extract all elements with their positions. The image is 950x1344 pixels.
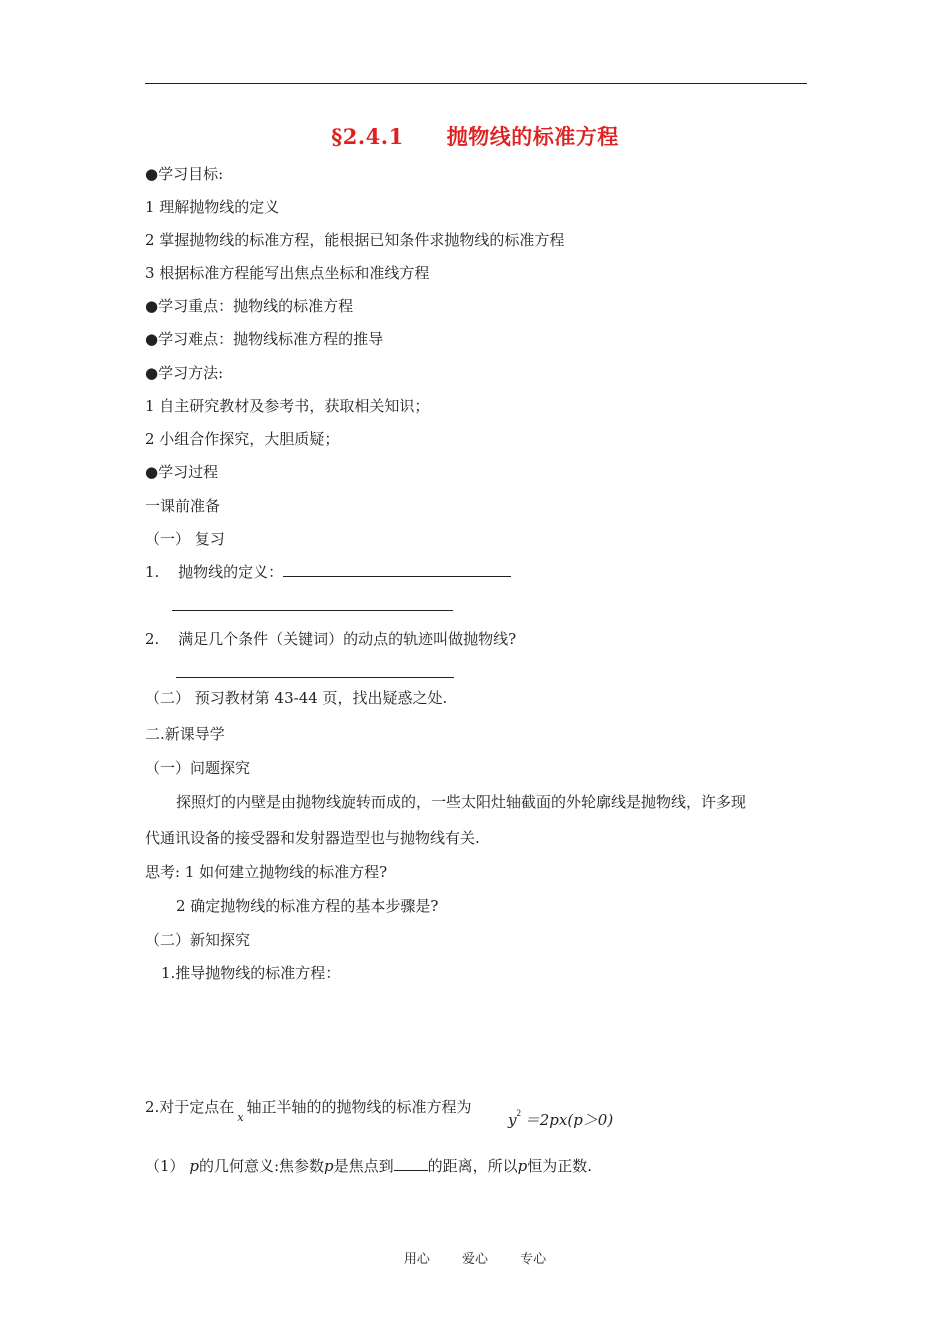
- think-question-1: 思考: 1 如何建立抛物线的标准方程?: [145, 863, 388, 881]
- goal-1: 1 理解抛物线的定义: [145, 198, 280, 216]
- p-variable: p: [189, 1157, 199, 1175]
- method-1: 1 自主研究教材及参考书，获取相关知识；: [145, 397, 430, 415]
- question-1-number: 1.: [145, 563, 160, 581]
- answer-blank[interactable]: [394, 1156, 428, 1171]
- preview-task: （二） 预习教材第 43-44 页，找出疑惑之处.: [145, 689, 448, 707]
- formula-y: y: [508, 1111, 517, 1129]
- process-heading: ●学习过程: [145, 463, 219, 481]
- goal-2: 2 掌握抛物线的标准方程，能根据已知条件求抛物线的标准方程: [145, 231, 565, 249]
- review-heading: （一） 复习: [145, 530, 225, 548]
- footer-text: 用心: [403, 1252, 430, 1267]
- method-heading: ●学习方法:: [145, 364, 224, 382]
- paragraph-line-1: 探照灯的内壁是由抛物线旋转而成的，一些太阳灶轴截面的外轮廓线是抛物线，许多现: [176, 793, 747, 811]
- explore-heading: （一）问题探究: [145, 759, 251, 777]
- question-2: [145, 629, 516, 649]
- p-variable: p: [324, 1157, 334, 1175]
- question-2-text: 满足几个条件（关键词）的动点的轨迹叫做抛物线?: [178, 630, 517, 648]
- focus-text-b: 轴正半轴的的抛物线的标准方程为: [246, 1098, 472, 1116]
- p-text-1: 的几何意义:焦参数: [198, 1157, 324, 1175]
- footer-text: 专心: [520, 1252, 547, 1267]
- focus-statement: [145, 1097, 472, 1124]
- footer-text: 爱心: [461, 1252, 488, 1267]
- goal-3: 3 根据标准方程能写出焦点坐标和准线方程: [145, 264, 430, 282]
- standard-equation: [508, 1108, 613, 1130]
- part-two-heading: 二.新课导学: [145, 725, 225, 743]
- new-knowledge-heading: （二）新知探究: [145, 931, 251, 949]
- p-meaning: [145, 1156, 592, 1176]
- formula-rest: ＝2px(p＞0): [524, 1111, 614, 1129]
- header-rule: [145, 83, 807, 84]
- focus-text-a: 2.对于定点在: [145, 1098, 235, 1116]
- question-2-number: 2.: [145, 630, 160, 648]
- question-1: [145, 562, 511, 582]
- answer-line[interactable]: [172, 610, 453, 611]
- question-1-text: 抛物线的定义：: [178, 563, 284, 581]
- think-question-2: 2 确定抛物线的标准方程的基本步骤是?: [176, 897, 439, 915]
- p-number: （1）: [145, 1157, 185, 1175]
- p-variable: p: [517, 1157, 528, 1175]
- difficulty: ●学习难点：抛物线标准方程的推导: [145, 330, 384, 348]
- method-2: 2 小组合作探究，大胆质疑；: [145, 430, 340, 448]
- p-text-4: 恒为正数.: [527, 1157, 593, 1175]
- axis-variable: x: [237, 1111, 244, 1124]
- answer-line[interactable]: [176, 677, 454, 678]
- paragraph-line-2: 代通讯设备的接受器和发射器造型也与抛物线有关.: [145, 829, 480, 847]
- goals-heading: ●学习目标:: [145, 165, 224, 183]
- part-one-heading: 一课前准备: [145, 497, 221, 515]
- p-text-3: 的距离，所以: [427, 1157, 518, 1175]
- answer-blank[interactable]: [283, 562, 511, 577]
- derive-task: 1.推导抛物线的标准方程：: [161, 964, 341, 982]
- p-text-2: 是焦点到: [333, 1157, 394, 1175]
- key-point: ●学习重点：抛物线的标准方程: [145, 297, 354, 315]
- formula-exponent: 2: [516, 1108, 521, 1118]
- page-title: §2.4.1 抛物线的标准方程: [331, 124, 619, 149]
- page-footer: [0, 1248, 950, 1267]
